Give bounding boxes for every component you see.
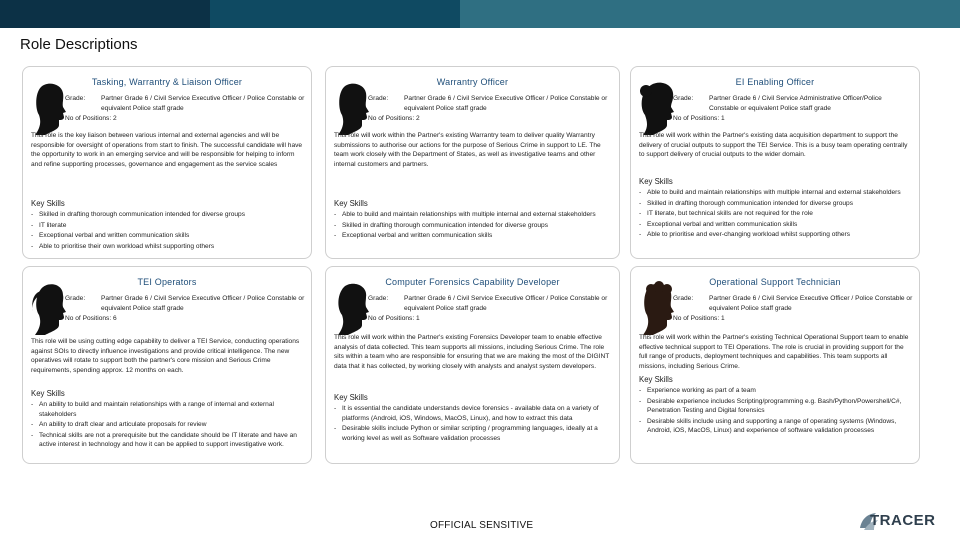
- grade-label: Grade:: [368, 295, 389, 302]
- role-card-computer-forensics-developer: [325, 266, 620, 464]
- page-title: Role Descriptions: [20, 36, 138, 53]
- key-skills-list: [334, 404, 611, 444]
- role-title: TEI Operators: [137, 277, 197, 287]
- role-title: Operational Support Technician: [709, 277, 841, 287]
- banner-segment-mid: [210, 0, 460, 28]
- classification-footer: OFFICIAL SENSITIVE: [430, 520, 534, 531]
- role-title: Warrantry Officer: [436, 77, 509, 87]
- key-skills-list: [334, 210, 611, 242]
- key-skills-title: Key Skills: [334, 393, 368, 402]
- skill-item: - Skilled in drafting thorough communication intended for diverse groups: [639, 199, 911, 209]
- grade-row: [368, 294, 613, 313]
- skill-item: - It is essential the candidate understands device forensics - available data on a variety of platforms (Android, iOS, Windows, MacOS, Linux), and how to extract this data: [334, 404, 611, 423]
- role-description: This role will work within the Partner's existing data acquisition department to support the delivery of crucial outputs to support the TEI Service. This is a busy team operating centrally to support delivery of crucial outputs to the wider domain.: [639, 132, 908, 158]
- grade-row: [368, 94, 613, 113]
- key-skills-title: Key Skills: [31, 199, 65, 208]
- positions-count: No of Positions: 2: [368, 115, 420, 122]
- key-skills-list: [31, 400, 303, 451]
- skill-item: - Able to build and maintain relationships with multiple internal and external stakeholders: [639, 188, 911, 198]
- grade-value: Partner Grade 6 / Civil Service Administrative Officer/Police Constable or equivalent Police staff grade: [709, 95, 882, 112]
- grade-value: Partner Grade 6 / Civil Service Executive Officer / Police Constable or equivalent Police staff grade: [709, 295, 913, 312]
- role-description: This role will work within the Partner's existing Warrantry team to deliver quality Warrantry submissions to authorise our actions for the purpose of Serious Crime in support to LE. The team work closely with the Department of States, as well as investigative teams and other internal customers and partners.: [334, 132, 601, 168]
- role-title: Computer Forensics Capability Developer: [385, 277, 560, 287]
- skill-item: - Desirable skills include using and supporting a range of operating systems (Windows, Android, iOS, MacOS, Linux) and experience of software validation processes: [639, 417, 911, 436]
- skill-item: - An ability to build and maintain relationships with a range of internal and external stakeholders: [31, 400, 303, 419]
- skill-item: - Technical skills are not a prerequisite but the candidate should be IT literate and have an active interest in technology and how it can be applied to support investigative work.: [31, 431, 303, 450]
- key-skills-list: [639, 188, 911, 241]
- grade-label: Grade:: [65, 295, 86, 302]
- grade-row: [65, 294, 305, 313]
- skill-item: - Skilled in drafting thorough communication intended for diverse groups: [31, 210, 303, 220]
- role-description: This role will be using cutting edge capability to deliver a TEI Service, conducting operations against SOIs to directly influence investigations and provide critical intelligence. The new operatives will rotate to support both the partner's core mission and Serious Crime requirements, spending approx. 12 months on each.: [31, 338, 300, 374]
- skill-item: - Exceptional verbal and written communication skills: [639, 220, 911, 230]
- top-banner: [0, 0, 960, 28]
- role-description: This role is the key liaison between various internal and external agencies and will be responsible for oversight of operations from start to finish. The successful candidate will have the opportunity to work in an emerging service and will be responsible for helping to inform and refine supporting processes, governance and engagement as the service scales: [31, 132, 303, 168]
- key-skills-title: Key Skills: [334, 199, 368, 208]
- positions-count: No of Positions: 6: [65, 315, 117, 322]
- key-skills-list: [31, 210, 303, 252]
- grade-row: [673, 294, 913, 313]
- grade-value: Partner Grade 6 / Civil Service Executive Officer / Police Constable or equivalent Police staff grade: [404, 295, 608, 312]
- role-card-warrantry-officer: [325, 66, 620, 259]
- grade-label: Grade:: [673, 295, 694, 302]
- skill-item: - Desirable experience includes Scripting/programming e.g. Bash/Python/Powershell/C#, Penetration Testing and Digital forensics: [639, 397, 911, 416]
- skill-item: - An ability to draft clear and articulate proposals for review: [31, 420, 303, 430]
- role-title: EI Enabling Officer: [735, 77, 815, 87]
- skill-item: - Desirable skills include Python or similar scripting / programming languages, ideally at a working level as well as Software validation processes: [334, 424, 611, 443]
- skill-item: - Able to build and maintain relationships with multiple internal and external stakeholders: [334, 210, 611, 220]
- skill-item: - Able to prioritise and ever-changing workload whilst supporting others: [639, 230, 911, 240]
- key-skills-title: Key Skills: [31, 389, 65, 398]
- key-skills-title: Key Skills: [639, 375, 673, 384]
- skill-item: - IT literate: [31, 221, 303, 231]
- positions-count: No of Positions: 1: [673, 315, 725, 322]
- grade-label: Grade:: [65, 95, 86, 102]
- logo-text: TRACER: [870, 512, 936, 529]
- role-title: Tasking, Warrantry & Liaison Officer: [91, 77, 243, 87]
- grade-label: Grade:: [673, 95, 694, 102]
- skill-item: - Exceptional verbal and written communication skills: [31, 231, 303, 241]
- banner-segment-light: [460, 0, 960, 28]
- role-description: This role will work within the Partner's existing Forensics Developer team to enable effective analysis of data collected. This team supports all missions, including Serious Crime. The role sits within a team who are responsible for ensuring that we are making the most of the DIGINT data that it has collected, by working closely with analysts and analyst system developers.: [334, 334, 610, 370]
- key-skills-title: Key Skills: [639, 177, 673, 186]
- role-description: This role will work within the Partner's existing Technical Operational Support team to enable effective technical support to TEI Operations. The role is crucial in providing support for the full range of products, deployment techniques and capabilities. This team supports all missions, including Serious Crime.: [639, 334, 909, 370]
- grade-value: Partner Grade 6 / Civil Service Executive Officer / Police Constable or equivalent Police staff grade: [101, 295, 305, 312]
- skill-item: - Exceptional verbal and written communication skills: [334, 231, 611, 241]
- grade-value: Partner Grade 6 / Civil Service Executive Officer / Police Constable or equivalent Police staff grade: [101, 95, 305, 112]
- role-card-tasking-officer: [22, 66, 312, 259]
- banner-segment-dark: [0, 0, 210, 28]
- positions-count: No of Positions: 2: [65, 115, 117, 122]
- key-skills-list: [639, 386, 911, 437]
- grade-row: [673, 94, 913, 113]
- grade-value: Partner Grade 6 / Civil Service Executive Officer / Police Constable or equivalent Police staff grade: [404, 95, 608, 112]
- skill-item: - Able to prioritise their own workload whilst supporting others: [31, 242, 303, 252]
- role-card-operational-support-technician: [630, 266, 920, 464]
- skill-item: - IT literate, but technical skills are not required for the role: [639, 209, 911, 219]
- grade-row: [65, 94, 305, 113]
- positions-count: No of Positions: 1: [673, 115, 725, 122]
- positions-count: No of Positions: 1: [368, 315, 420, 322]
- grade-label: Grade:: [368, 95, 389, 102]
- role-card-ei-enabling-officer: [630, 66, 920, 259]
- skill-item: - Skilled in drafting thorough communication intended for diverse groups: [334, 221, 611, 231]
- skill-item: - Experience working as part of a team: [639, 386, 911, 396]
- role-card-tei-operators: [22, 266, 312, 464]
